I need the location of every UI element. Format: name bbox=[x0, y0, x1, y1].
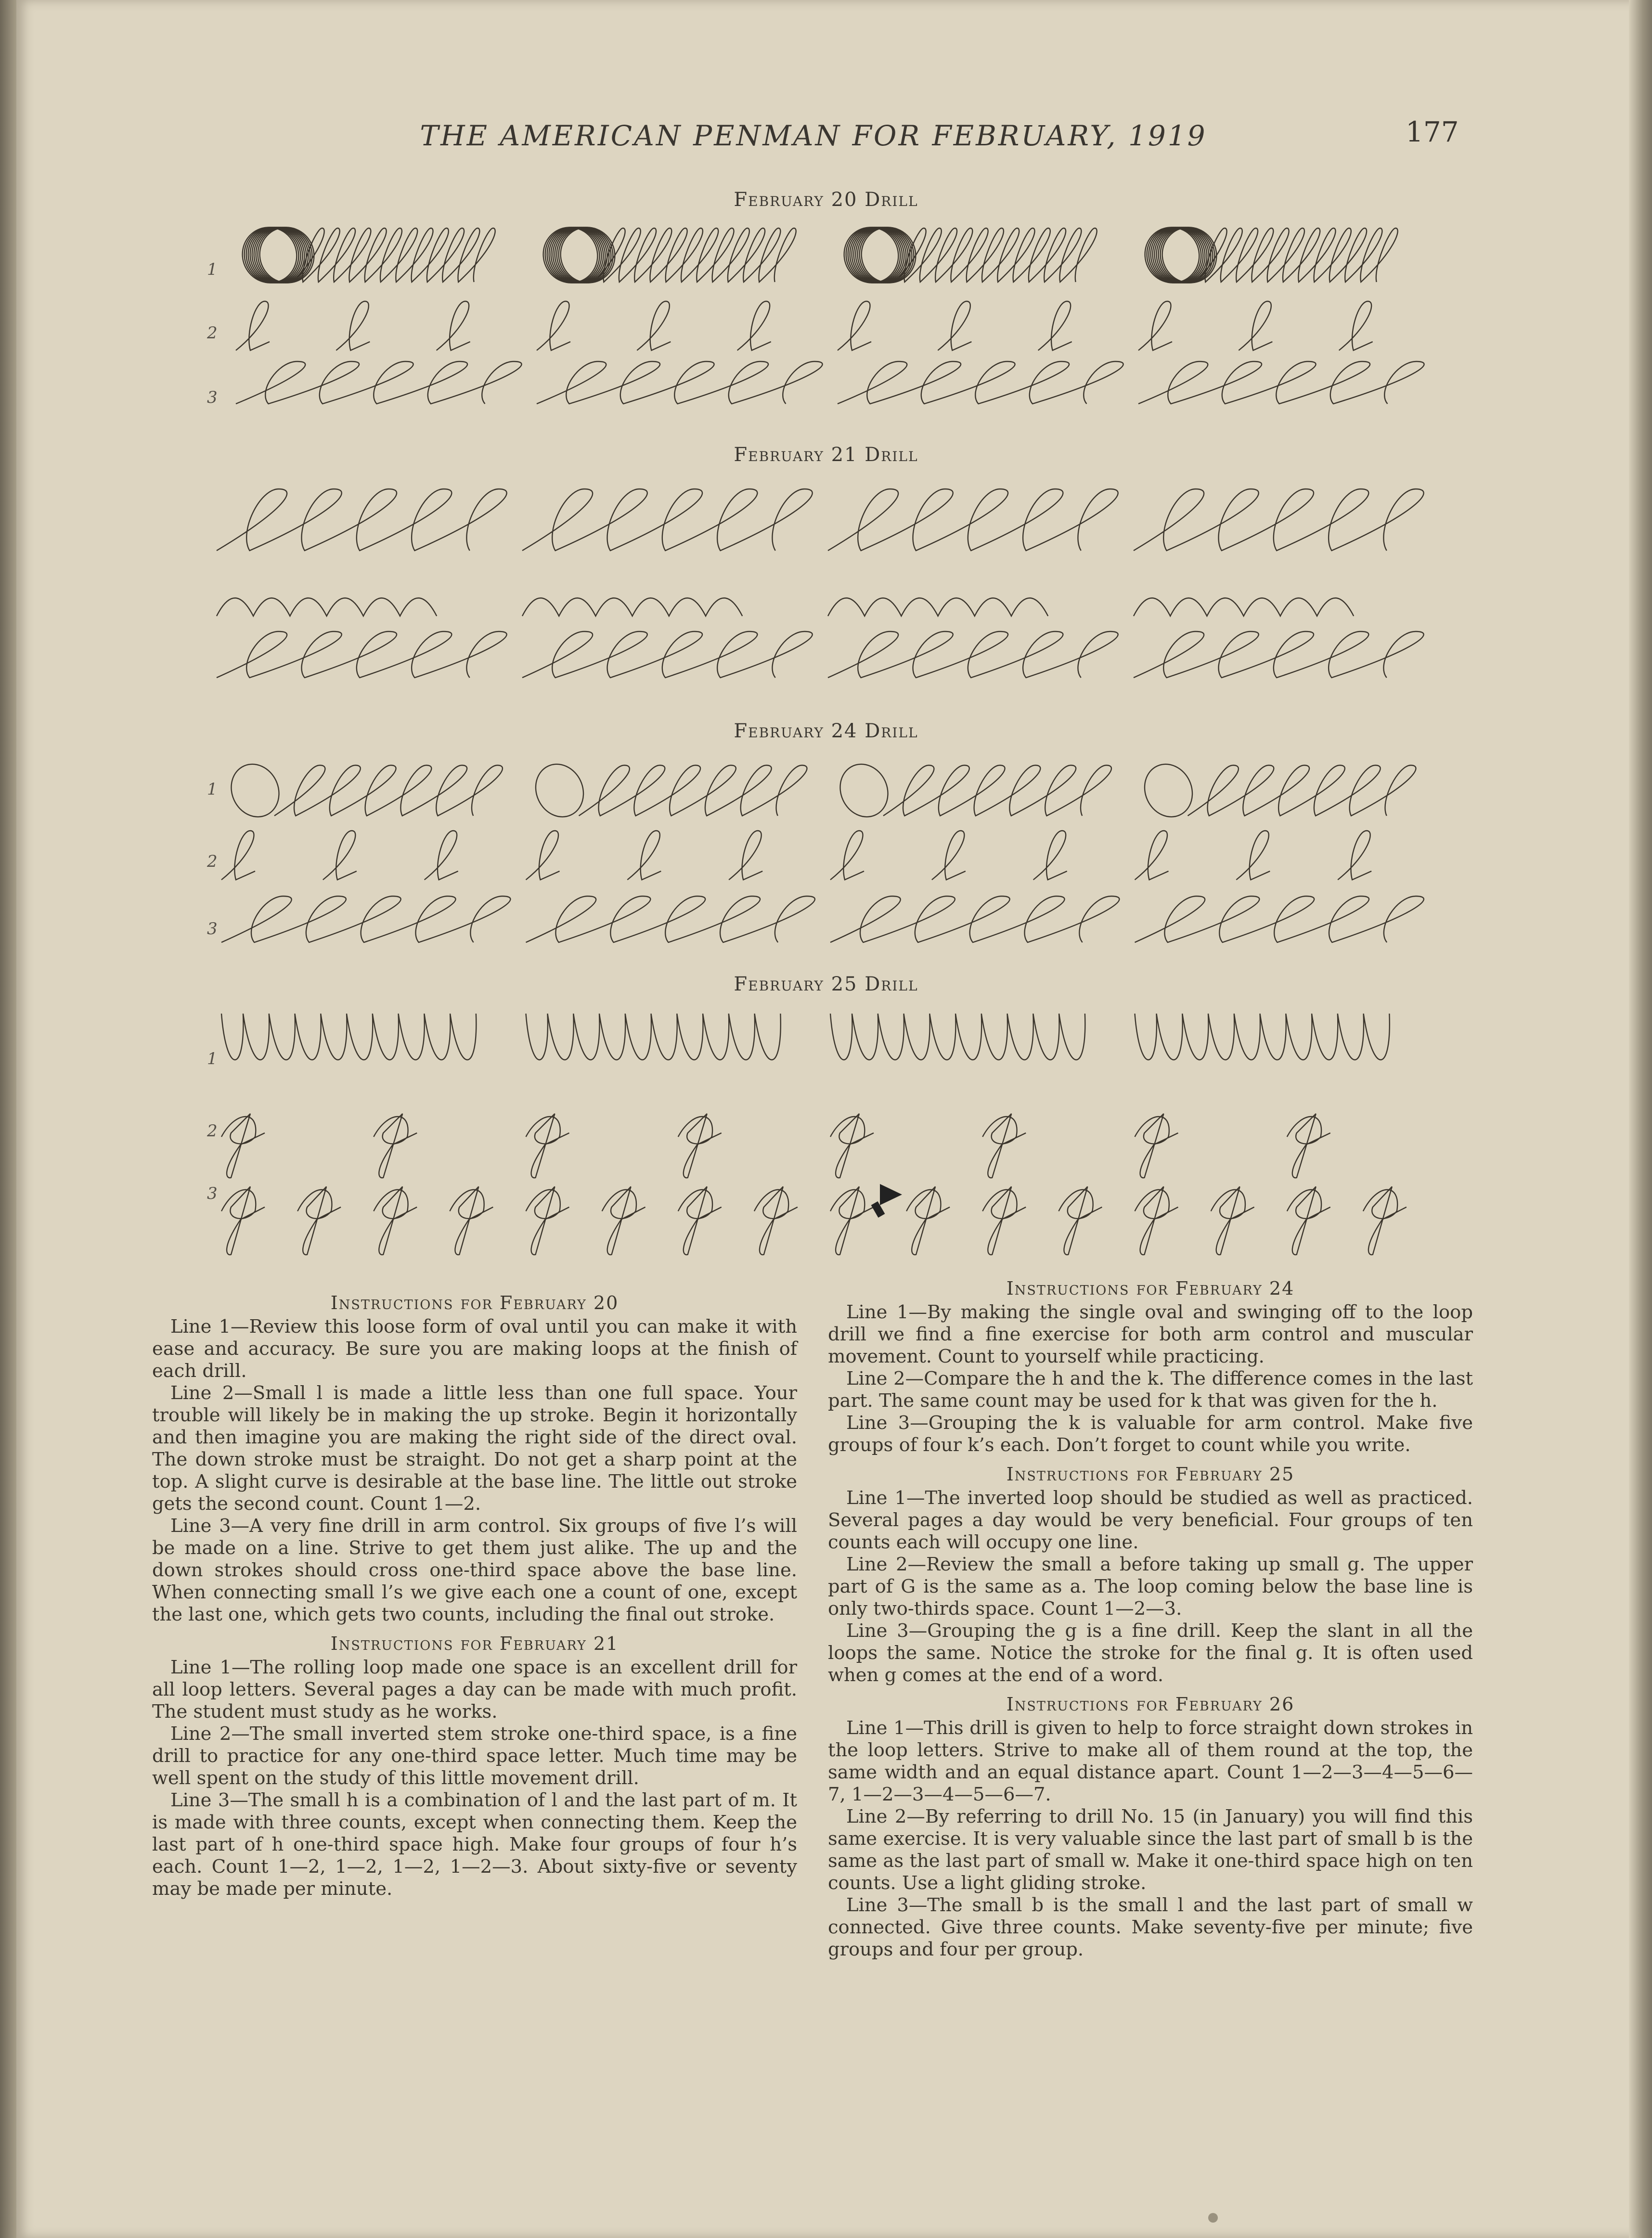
pen-stroke bbox=[1339, 301, 1373, 350]
pen-stroke bbox=[1287, 1114, 1330, 1178]
pen-stroke bbox=[1138, 301, 1172, 350]
pen-stroke bbox=[754, 1187, 798, 1255]
pen-stroke bbox=[830, 831, 864, 880]
pen-stroke bbox=[982, 1114, 1026, 1178]
pen-stroke bbox=[374, 1114, 417, 1178]
pen-stroke bbox=[1287, 1187, 1330, 1255]
pen-stroke bbox=[236, 361, 522, 404]
pen-stroke bbox=[828, 489, 1118, 551]
script-oval-loops-row bbox=[212, 751, 1430, 823]
pen-stroke bbox=[1134, 598, 1354, 617]
pen-stroke bbox=[1134, 489, 1424, 551]
pen-stroke bbox=[323, 831, 357, 880]
pen-stroke bbox=[828, 631, 1118, 678]
instruction-paragraph: Line 2—By referring to drill No. 15 (in January) you will find this same exercise. It is very valuable since the last part of small b is the same as the last part of small w. Make it one-third space high on ten counts. Use a light gliding stroke. bbox=[828, 1806, 1473, 1894]
pen-stroke bbox=[1136, 756, 1200, 824]
pen-stroke bbox=[537, 301, 570, 350]
pen-stroke bbox=[450, 1187, 493, 1255]
pen-stroke bbox=[1138, 361, 1424, 404]
drill-title-feb24: February 24 Drill bbox=[734, 720, 918, 742]
instructions-heading-feb21: Instructions for February 21 bbox=[330, 1633, 619, 1654]
pen-stroke bbox=[526, 1187, 569, 1255]
pen-stroke bbox=[437, 301, 470, 350]
pen-stroke bbox=[236, 301, 270, 350]
pen-stroke bbox=[526, 831, 560, 880]
line-number: 2 bbox=[207, 323, 218, 343]
pen-stroke bbox=[217, 631, 507, 678]
script-a-g-row bbox=[212, 1102, 1430, 1179]
script-l-groups-row bbox=[226, 356, 1430, 409]
pen-stroke bbox=[838, 361, 1123, 404]
line-number: 2 bbox=[207, 852, 218, 871]
drill-title-feb20: February 20 Drill bbox=[734, 189, 918, 211]
pen-stroke bbox=[637, 301, 671, 350]
pen-stroke bbox=[1033, 831, 1067, 880]
pen-stroke bbox=[221, 1187, 265, 1255]
script-rolling-loops-row bbox=[207, 481, 1430, 558]
script-l-singles-row bbox=[226, 298, 1430, 356]
pen-stroke bbox=[832, 756, 896, 824]
instruction-paragraph: Line 3—A very fine drill in arm control. Six groups of five l’s will be made on a line. Strive to get them just alike. The up and the down strokes should cross one-third space above the base line. When connecting small l’s we give each one a count of one, except the last one, which gets two counts, including the final out stroke. bbox=[152, 1515, 797, 1625]
instructions-heading-feb25: Instructions for February 25 bbox=[1006, 1464, 1295, 1485]
script-h-k-compare-row bbox=[212, 828, 1430, 886]
line-number: 3 bbox=[207, 388, 218, 407]
instruction-paragraph: Line 1—By making the single oval and swinging off to the loop drill we find a fine exercise for both arm control and muscular movement. Count to yourself while practicing. bbox=[828, 1301, 1473, 1367]
pen-stroke bbox=[294, 228, 495, 282]
pen-stroke bbox=[1135, 1114, 1178, 1178]
pen-stroke bbox=[526, 896, 815, 942]
page-number: 177 bbox=[1406, 116, 1459, 148]
pen-stroke bbox=[938, 301, 971, 350]
drill-title-feb21: February 21 Drill bbox=[734, 444, 918, 466]
instruction-paragraph: Line 3—The small b is the small l and the last part of small w connected. Give three counts. Make seventy-five per minute; five groups and four per group. bbox=[828, 1894, 1473, 1960]
pen-stroke bbox=[1135, 1014, 1390, 1060]
pen-stroke bbox=[274, 765, 503, 816]
right-column bbox=[828, 1271, 1473, 1961]
pen-stroke bbox=[221, 1014, 476, 1060]
pen-stroke bbox=[522, 631, 813, 678]
pen-stroke bbox=[1188, 765, 1416, 816]
pen-stroke bbox=[1058, 1187, 1102, 1255]
script-inverted-stems-row bbox=[207, 573, 1430, 621]
pen-stroke bbox=[602, 1187, 645, 1255]
pen-stroke bbox=[627, 831, 661, 880]
pen-stroke bbox=[828, 598, 1048, 617]
book-gutter bbox=[0, 0, 16, 2238]
pen-stroke bbox=[1135, 896, 1424, 942]
pen-stroke bbox=[883, 765, 1111, 816]
pen-stroke bbox=[830, 1114, 874, 1178]
pen-stroke bbox=[932, 831, 966, 880]
pen-stroke bbox=[425, 831, 458, 880]
page-edge bbox=[1629, 0, 1652, 2238]
pen-stroke bbox=[737, 301, 771, 350]
page-mark bbox=[1208, 2213, 1218, 2223]
pen-stroke bbox=[217, 489, 507, 551]
pen-stroke bbox=[221, 1114, 265, 1178]
pen-stroke bbox=[526, 1014, 781, 1060]
pen-stroke bbox=[906, 1187, 950, 1255]
pen-stroke bbox=[594, 228, 796, 282]
line-number: 3 bbox=[207, 1184, 218, 1203]
instruction-paragraph: Line 1—The rolling loop made one space is an excellent drill for all loop letters. Several pages a day can be made with much profit. The student must study as he works. bbox=[152, 1657, 797, 1723]
pen-stroke bbox=[838, 301, 871, 350]
line-number: 2 bbox=[207, 1121, 218, 1141]
pen-stroke bbox=[1239, 301, 1272, 350]
pen-stroke bbox=[1338, 831, 1371, 880]
pen-stroke bbox=[374, 1187, 417, 1255]
pen-stroke bbox=[1363, 1187, 1407, 1255]
script-inverted-loops-row bbox=[212, 1006, 1430, 1083]
pen-stroke bbox=[895, 228, 1097, 282]
instructions-heading-feb24: Instructions for February 24 bbox=[1006, 1278, 1295, 1299]
instruction-paragraph: Line 2—Compare the h and the k. The difference comes in the last part. The same count may be used for k that was given for the h. bbox=[828, 1368, 1473, 1412]
pen-stroke bbox=[297, 1187, 341, 1255]
pen-stroke bbox=[982, 1187, 1026, 1255]
pen-stroke bbox=[1038, 301, 1072, 350]
pen-stroke bbox=[729, 831, 762, 880]
pen-stroke bbox=[830, 896, 1119, 942]
pen-stroke bbox=[537, 361, 823, 404]
line-number: 1 bbox=[207, 780, 218, 799]
instruction-paragraph: Line 1—Review this loose form of oval until you can make it with ease and accuracy. Be sure you are making loops at the finish of each drill. bbox=[152, 1316, 797, 1382]
pen-stroke bbox=[1236, 831, 1270, 880]
script-k-groups-row bbox=[212, 890, 1430, 948]
pen-stroke bbox=[223, 756, 287, 824]
instruction-paragraph: Line 3—Grouping the g is a fine drill. Keep the slant in all the loops the same. Notice the stroke for the final g. It is often used when g comes at the end of a word. bbox=[828, 1620, 1473, 1686]
pen-stroke bbox=[527, 756, 592, 824]
pen-stroke bbox=[678, 1187, 722, 1255]
pen-stroke bbox=[1135, 1187, 1178, 1255]
pen-stroke bbox=[1134, 631, 1424, 678]
instruction-paragraph: Line 2—Small l is made a little less than one full space. Your trouble will likely be in making the up stroke. Begin it horizontally and then imagine you are making the right side of the direct oval. The down stroke must be straight. Do not get a sharp point at the top. A slight curve is desirable at the base line. The little out stroke gets the second count. Count 1—2. bbox=[152, 1382, 797, 1515]
instruction-paragraph: Line 3—Grouping the k is valuable for arm control. Make five groups of four k’s each. Don’t forget to count while you write. bbox=[828, 1412, 1473, 1456]
pen-stroke bbox=[336, 301, 370, 350]
pen-stroke bbox=[221, 896, 510, 942]
script-ovals-row bbox=[226, 217, 1430, 294]
script-h-groups-row bbox=[207, 626, 1430, 683]
drill-title-feb25: February 25 Drill bbox=[734, 973, 918, 995]
script-g-groups-row bbox=[212, 1174, 1430, 1256]
running-title: THE AMERICAN PENMAN FOR FEBRUARY, 1919 bbox=[420, 119, 1207, 152]
pen-stroke bbox=[1196, 228, 1398, 282]
pointer-arrow-icon bbox=[880, 1184, 902, 1205]
instructions-heading-feb20: Instructions for February 20 bbox=[330, 1292, 619, 1313]
pen-stroke bbox=[221, 831, 255, 880]
pen-stroke bbox=[522, 489, 813, 551]
pen-stroke bbox=[1211, 1187, 1254, 1255]
instructions-heading-feb26: Instructions for February 26 bbox=[1006, 1694, 1295, 1715]
instruction-paragraph: Line 1—The inverted loop should be studied as well as practiced. Several pages a day would be very beneficial. Four groups of ten counts each will occupy one line. bbox=[828, 1487, 1473, 1553]
pen-stroke bbox=[526, 1114, 569, 1178]
pen-stroke bbox=[522, 598, 742, 617]
pen-stroke bbox=[830, 1187, 874, 1255]
pen-stroke bbox=[579, 765, 807, 816]
instruction-paragraph: Line 2—Review the small a before taking up small g. The upper part of G is the same as a. The loop coming below the base line is only two-thirds space. Count 1—2—3. bbox=[828, 1554, 1473, 1620]
pen-stroke bbox=[678, 1114, 722, 1178]
line-number: 1 bbox=[207, 260, 218, 279]
pen-stroke bbox=[217, 598, 437, 617]
left-column bbox=[152, 1285, 797, 1900]
line-number: 3 bbox=[207, 919, 218, 939]
pen-stroke bbox=[1135, 831, 1169, 880]
line-number: 1 bbox=[207, 1049, 218, 1068]
instruction-paragraph: Line 1—This drill is given to help to force straight down strokes in the loop letters. Strive to make all of them round at the top, the same width and an equal distance apart. Count 1—2—3—4—5—6—7, 1—2—3—4—5—6—7. bbox=[828, 1717, 1473, 1805]
instruction-paragraph: Line 3—The small h is a combination of l and the last part of m. It is made with three counts, except when connecting them. Keep the last part of h one-third space high. Make four groups of four h’s each. Count 1—2, 1—2, 1—2, 1—2—3. About sixty-five or seventy may be made per minute. bbox=[152, 1789, 797, 1900]
instruction-paragraph: Line 2—The small inverted stem stroke one-third space, is a fine drill to practice for any one-third space letter. Much time may be well spent on the study of this little movement drill. bbox=[152, 1723, 797, 1789]
pen-stroke bbox=[830, 1014, 1085, 1060]
